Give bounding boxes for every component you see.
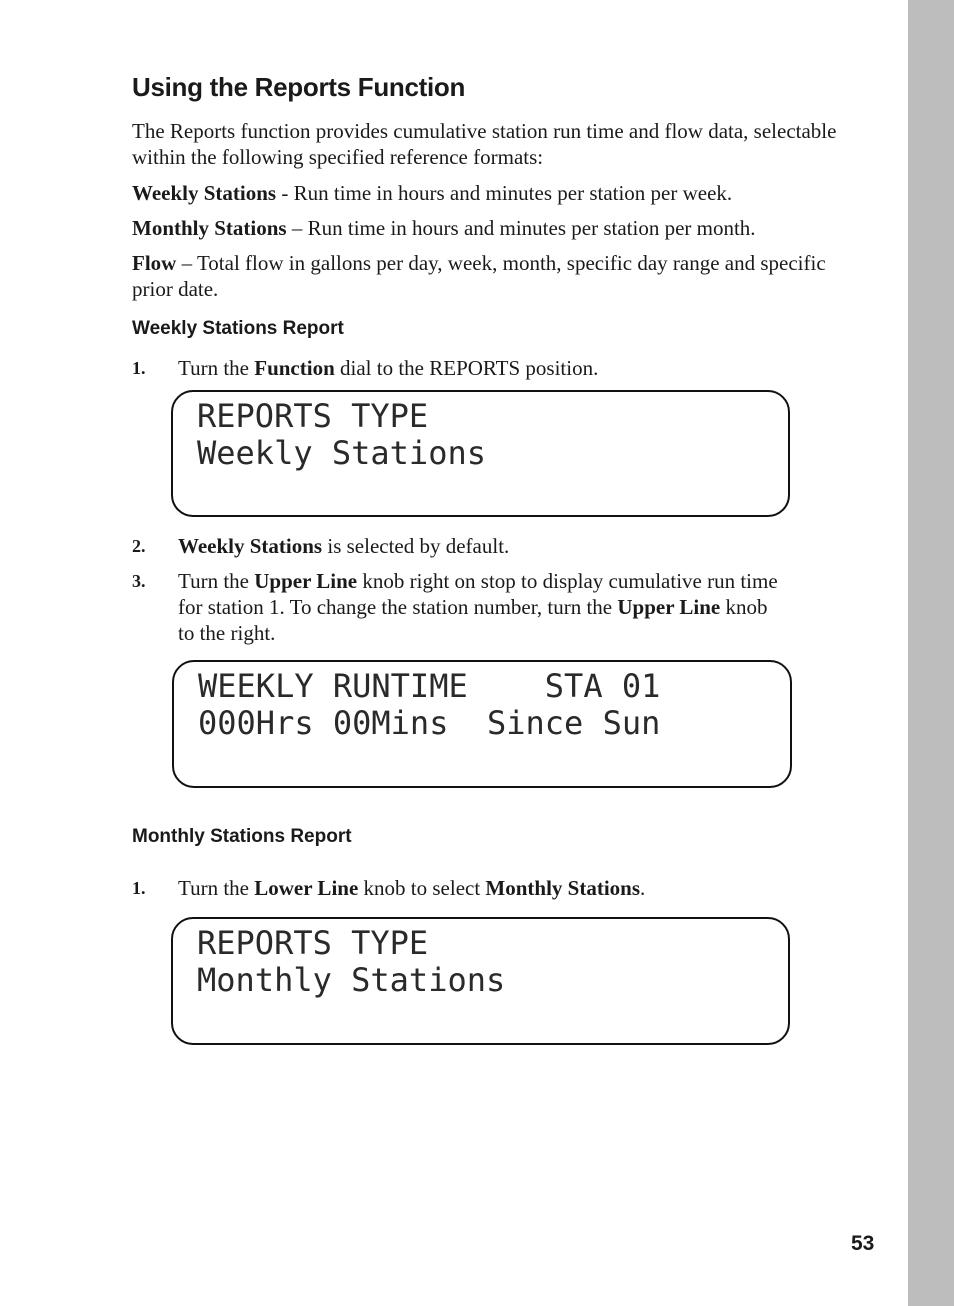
lcd-line-1: WEEKLY RUNTIME STA 01: [198, 667, 661, 705]
format-weekly: [132, 180, 852, 206]
page-edge-tab: [908, 0, 954, 1306]
step-number: 1.: [132, 358, 146, 378]
step-text: Turn the Function dial to the REPORTS position.: [178, 356, 599, 380]
format-term: Flow: [132, 251, 177, 275]
lcd-display-reports-weekly: [171, 390, 790, 517]
lcd-display-reports-monthly: [171, 917, 790, 1045]
format-desc: – Run time in hours and minutes per station per month.: [286, 216, 756, 240]
format-flow: [132, 250, 852, 302]
lcd-line-2: Weekly Stations: [197, 434, 486, 472]
format-monthly: [132, 215, 852, 241]
monthly-section-heading: Monthly Stations Report: [132, 826, 352, 847]
step-text: Turn the Lower Line knob to select Monthly Stations.: [178, 876, 646, 900]
step-text: Weekly Stations is selected by default.: [178, 534, 510, 558]
format-desc: – Total flow in gallons per day, week, month, specific day range and specific prior date.: [132, 251, 826, 301]
weekly-step-3: [132, 568, 782, 646]
lcd-line-1: REPORTS TYPE: [197, 924, 429, 962]
lcd-line-1: REPORTS TYPE: [197, 397, 429, 435]
lcd-line-2: 000Hrs 00Mins Since Sun: [198, 704, 661, 742]
lcd-display-weekly-runtime: [172, 660, 792, 788]
step-number: 2.: [132, 536, 146, 556]
weekly-step-1: [132, 355, 782, 381]
page-number: 53: [851, 1232, 875, 1255]
weekly-step-2: [132, 533, 782, 559]
format-term: Monthly Stations: [132, 216, 287, 240]
page-title: Using the Reports Function: [132, 72, 466, 102]
weekly-section-heading: Weekly Stations Report: [132, 318, 344, 339]
intro-paragraph: The Reports function provides cumulative station run time and flow data, selectable within the following specified reference formats:: [132, 119, 837, 169]
lcd-line-2: Monthly Stations: [197, 961, 506, 999]
step-number: 1.: [132, 878, 146, 898]
step-text: Turn the Upper Line knob right on stop to display cumulative run time for station 1. To change the station number, turn the Upper Line knob to the right.: [178, 569, 778, 645]
step-number: 3.: [132, 571, 146, 591]
monthly-step-1: [132, 875, 782, 901]
format-term: Weekly Stations: [132, 181, 277, 205]
format-desc: - Run time in hours and minutes per station per week.: [276, 181, 733, 205]
